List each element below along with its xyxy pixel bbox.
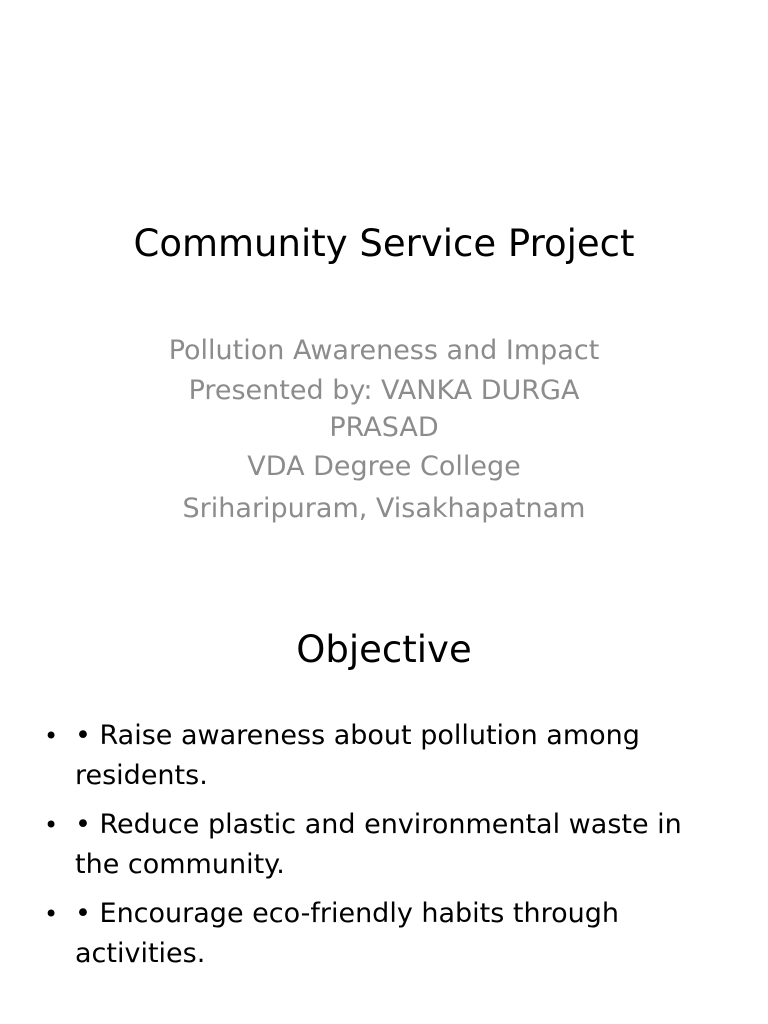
- bullet-text: • Reduce plastic and environmental waste in the community.: [75, 809, 682, 880]
- bullet-item: [0, 894, 768, 974]
- bullet-text: • Encourage eco-friendly habits through activities.: [75, 898, 620, 969]
- bullet-icon: •: [44, 722, 59, 750]
- subtitle-line: Sriharipuram, Visakhapatnam: [182, 493, 586, 524]
- subtitle-line: VDA Degree College: [247, 451, 521, 482]
- bullet-item: [0, 805, 768, 885]
- bullet-icon: •: [44, 811, 59, 839]
- bullet-item: [0, 716, 768, 796]
- bullet-list: [0, 716, 768, 983]
- slide-subtitle: [150, 330, 618, 580]
- bullet-text: • Raise awareness about pollution among residents.: [75, 720, 640, 791]
- bullet-icon: •: [44, 900, 59, 928]
- slide-title: Community Service Project: [133, 222, 635, 265]
- subtitle-line: Presented by: VANKA DURGA PRASAD: [188, 375, 580, 443]
- objective-slide: [0, 580, 768, 1024]
- slide-title: Objective: [296, 628, 472, 671]
- subtitle-line: Pollution Awareness and Impact: [168, 335, 600, 366]
